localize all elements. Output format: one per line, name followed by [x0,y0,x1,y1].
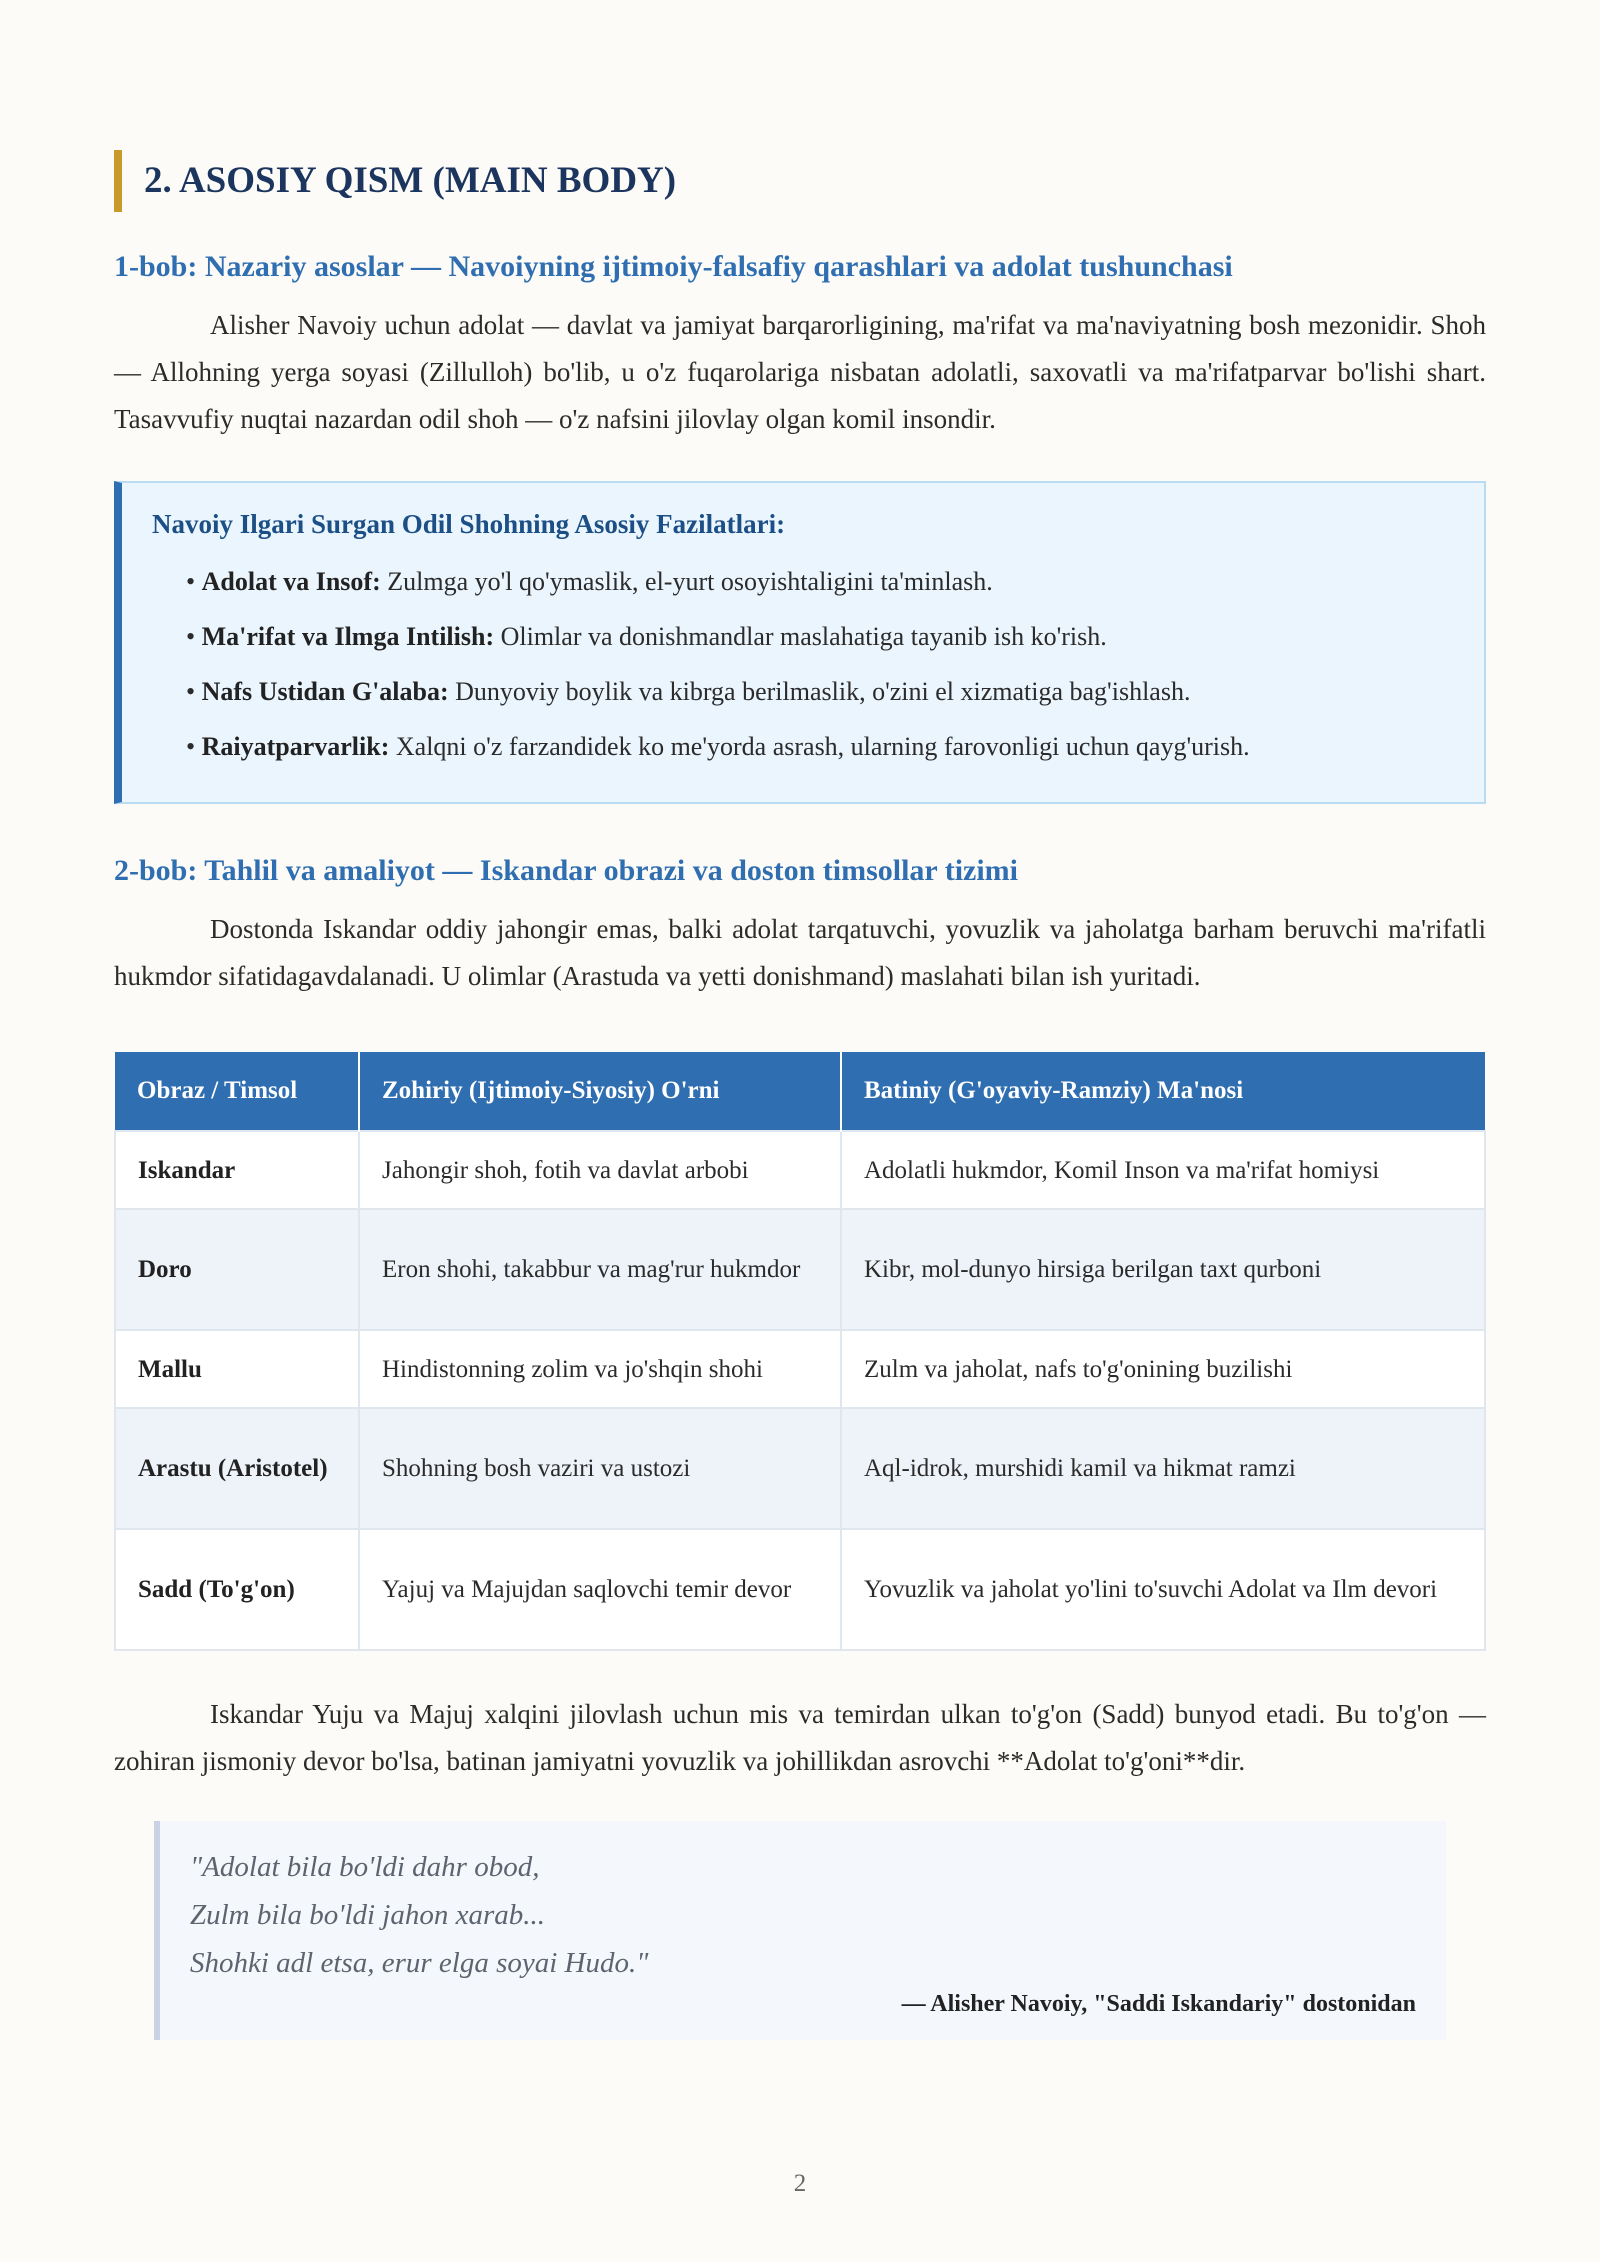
table-cell: Eron shohi, takabbur va mag'rur hukmdor [359,1209,841,1330]
list-item: • Ma'rifat va Ilmga Intilish: Olimlar va donishmandlar maslahatiga tayanib ish ko'rish. [186,622,1107,651]
table-row [115,1529,1485,1650]
table-header-cell: Obraz / Timsol [115,1052,359,1131]
quote-line: "Adolat bila bo'ldi dahr obod, [190,1851,540,1883]
table-cell: Adolatli hukmdor, Komil Inson va ma'rifat homiysi [841,1131,1485,1209]
table-row [115,1330,1485,1408]
virtue-term: Adolat va Insof: [201,567,381,596]
list-item: • Raiyatparvarlik: Xalqni o'z farzandidek ko me'yorda asrash, ularning farovonligi uchun qayg'urish. [186,732,1250,761]
list-item: • Nafs Ustidan G'alaba: Dunyoviy boylik va kibrga berilmaslik, o'zini el xizmatiga bag'ishlash. [186,677,1191,706]
chapter-2-title: 2-bob: Tahlil va amaliyot — Iskandar obrazi va doston timsollar tizimi [114,854,1018,887]
table-header-cell: Zohiriy (Ijtimoiy-Siyosiy) O'rni [359,1052,841,1131]
quote-line: Zulm bila bo'ldi jahon xarab... [190,1899,546,1931]
chapter-2-paragraph: Dostonda Iskandar oddiy jahongir emas, balki adolat tarqatuvchi, yovuzlik va jaholatga barham beruvchi ma'rifatli hukmdor sifatidagavdalanadi. U olimlar (Arastuda va yetti donishmand) maslahati bilan ish yuritadi. [114,914,1486,991]
section-title: 2. ASOSIY QISM (MAIN BODY) [114,150,1486,212]
quote-line: Shohki adl etsa, erur elga soyai Hudo." [190,1947,649,1979]
table-cell: Doro [115,1209,359,1330]
chapter-1-title: 1-bob: Nazariy asoslar — Navoiyning ijtimoiy-falsafiy qarashlari va adolat tushunchasi [114,250,1233,283]
table-cell: Sadd (To'g'on) [115,1529,359,1650]
table-cell: Yajuj va Majujdan saqlovchi temir devor [359,1529,841,1650]
table-cell: Mallu [115,1330,359,1408]
virtue-text: Xalqni o'z farzandidek ko me'yorda asrash, ularning farovonligi uchun qayg'urish. [389,732,1250,761]
table-cell: Aql-idrok, murshidi kamil va hikmat ramzi [841,1408,1485,1529]
list-item: • Adolat va Insof: Zulmga yo'l qo'ymaslik, el-yurt osoyishtaligini ta'minlash. [186,567,993,596]
table-cell: Jahongir shoh, fotih va davlat arbobi [359,1131,841,1209]
sadd-paragraph: Iskandar Yuju va Majuj xalqini jilovlash uchun mis va temirdan ulkan to'g'on (Sadd) bunyod etadi. Bu to'g'on — zohiran jismoniy devor bo'lsa, batinan jamiyatni yovuzlik va johillikdan asrovchi **Adolat to'g'oni**dir. [114,1699,1486,1776]
table-cell: Kibr, mol-dunyo hirsiga berilgan taxt qurboni [841,1209,1485,1330]
virtue-text: Dunyoviy boylik va kibrga berilmaslik, o'zini el xizmatiga bag'ishlash. [448,677,1191,706]
virtue-text: Zulmga yo'l qo'ymaslik, el-yurt osoyishtaligini ta'minlash. [380,567,993,596]
table-row [115,1131,1485,1209]
table-cell: Shohning bosh vaziri va ustozi [359,1408,841,1529]
page-number: 2 [793,2170,807,2197]
chapter-1-paragraph: Alisher Navoiy uchun adolat — davlat va jamiyat barqarorligining, ma'rifat va ma'naviyatning bosh mezonidir. Shoh — Allohning yerga soyasi (Zillulloh) bo'lib, u o'z fuqarolariga nisbatan adolatli, saxovatli va ma'rifatparvar bo'lishi shart. Tasavvufiy nuqtai nazardan odil shoh — o'z nafsini jilovlay olgan komil insondir. [114,310,1486,434]
table-header-cell: Batiniy (G'oyaviy-Ramziy) Ma'nosi [841,1052,1485,1131]
table-cell: Arastu (Aristotel) [115,1408,359,1529]
virtues-list [152,554,1454,774]
virtues-infobox [114,481,1486,804]
page-content [114,150,1486,2040]
table-cell: Hindistonning zolim va jo'shqin shohi [359,1330,841,1408]
poem-quote [154,1821,1446,2040]
virtue-text: Olimlar va donishmandlar maslahatiga tayanib ish ko'rish. [494,622,1107,651]
table-cell: Yovuzlik va jaholat yo'lini to'suvchi Adolat va Ilm devori [841,1529,1485,1650]
table-row [115,1408,1485,1529]
table-cell: Iskandar [115,1131,359,1209]
table-row [115,1209,1485,1330]
table-cell: Zulm va jaholat, nafs to'g'onining buzilishi [841,1330,1485,1408]
table-header-row [115,1052,1485,1131]
virtue-term: Nafs Ustidan G'alaba: [201,677,449,706]
symbols-table [114,1052,1486,1651]
virtue-term: Raiyatparvarlik: [201,732,390,761]
virtue-term: Ma'rifat va Ilmga Intilish: [201,622,495,651]
quote-source: — Alisher Navoiy, "Saddi Iskandariy" dostonidan [901,1991,1416,2017]
infobox-title: Navoiy Ilgari Surgan Odil Shohning Asosiy Fazilatlari: [152,509,786,539]
